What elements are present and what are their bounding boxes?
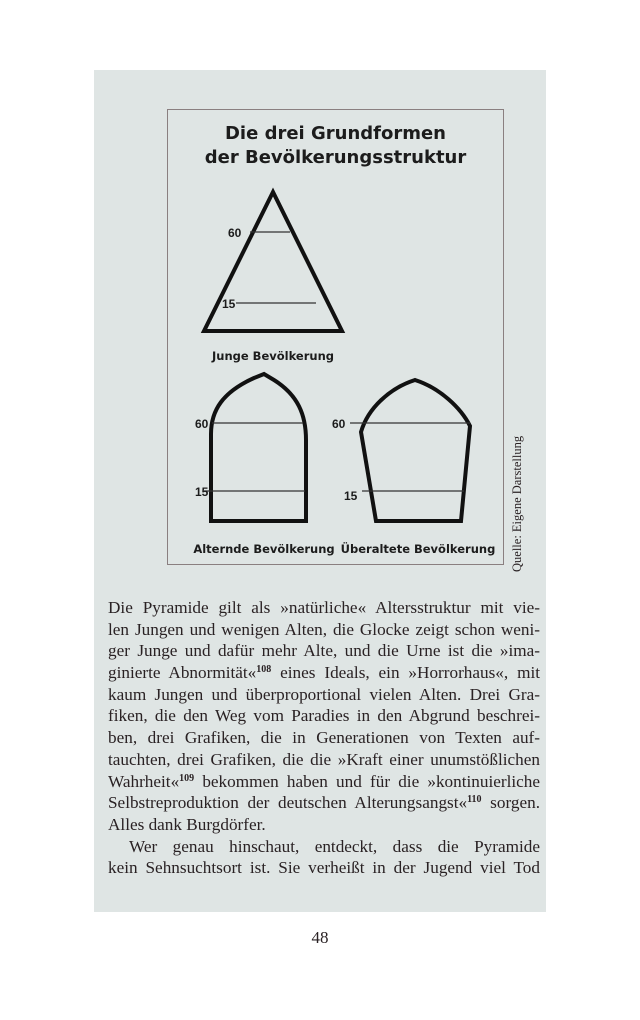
text-line: ben, drei Grafiken, die in Generationen von Texten auf- [108,728,540,748]
text-line: tauchten, drei Grafiken, die die »Kraft einer unumstößlichen [108,749,540,769]
pyramid-mark-15: 15 [222,297,236,311]
figure-frame [167,109,504,565]
text-line: Wahrheit«$^{109}$ bekommen haben und für die »kontinuierliche [108,771,540,791]
bell-mark-15: 15 [195,485,209,499]
figure-title-line-1: Die drei Grundformen [224,123,446,144]
population-shapes-diagram [168,110,505,566]
figure-title-line-2: der Bevölkerungsstruktur [204,147,467,168]
urn-mark-60: 60 [332,417,346,431]
urn-shape [332,380,495,556]
text-line: kein Sehnsuchtsort ist. Sie verheißt in der Jugend viel Tod [108,858,540,878]
pyramid-shape [204,192,342,363]
text-line: len Jungen und wenigen Alten, die Glocke zeigt schon weni- [108,619,540,639]
pyramid-caption: Junge Bevölkerung [211,349,335,363]
bell-caption: Alternde Bevölkerung [193,542,335,556]
page-number: 48 [311,928,329,947]
footnote-ref-108[interactable]: 108 [256,664,272,676]
text-line: Die Pyramide gilt als »natürliche« Altersstruktur mit vie- [108,598,540,617]
text-line: kaum Jungen und überproportional vielen Alten. Drei Gra- [108,684,540,704]
urn-mark-15: 15 [344,489,358,503]
figure-source-credit: Quelle: Eigene Darstellung [510,435,524,572]
urn-caption: Überaltete Bevölkerung [340,542,496,556]
pyramid-mark-60: 60 [228,226,242,240]
body-paragraphs [108,597,540,879]
footnote-ref-109[interactable]: 109 [179,772,195,784]
footnote-ref-110[interactable]: 110 [467,794,482,806]
text-line: Alles dank Burgdörfer. [108,814,266,834]
text-line: Wer genau hinschaut, entdeckt, dass die Pyramide [129,836,540,856]
text-line: fiken, die den Weg vom Paradies in den Abgrund beschrei- [108,706,540,726]
text-line: ginierte Abnormität«$^{108}$ eines Ideals, ein »Horrorhaus«, mit [108,663,540,683]
text-line: ger Junge und dafür mehr Alte, und die Urne ist die »ima- [108,641,540,661]
bell-mark-60: 60 [195,417,209,431]
text-line: Selbstreproduktion der deutschen Alterungsangst«$^{110}$ sorgen. [108,793,540,813]
bell-shape [193,374,334,556]
